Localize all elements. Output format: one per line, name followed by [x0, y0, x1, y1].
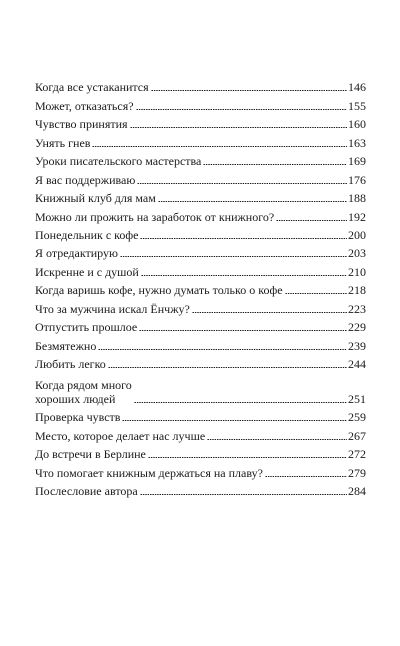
dot-leader: [148, 457, 347, 458]
toc-entry-title: Место, которое делает нас лучше: [35, 428, 206, 443]
toc-entry-title: Отпустить прошлое: [35, 320, 138, 335]
toc-entry-page: 229: [348, 320, 366, 335]
toc-entry: [35, 461, 366, 479]
dot-leader: [141, 275, 347, 276]
toc-entry-title: Можно ли прожить на заработок от книжного?: [35, 209, 275, 224]
toc-entry-page: 239: [348, 338, 366, 353]
dot-leader: [108, 367, 347, 368]
toc-entry: [35, 113, 366, 131]
dot-leader: [134, 402, 347, 403]
toc-entry-title: До встречи в Берлине: [35, 447, 146, 462]
toc-entry: [35, 297, 366, 315]
toc-entry: [35, 316, 366, 334]
toc-entry-title: Когда варишь кофе, нужно думать только о кофе: [35, 283, 283, 298]
toc-entry: [35, 406, 366, 424]
toc-entry: [35, 334, 366, 352]
toc-entry-page: 163: [348, 135, 366, 150]
toc-entry-page: 176: [348, 172, 366, 187]
toc-entry-title: Уроки писательского мастерства: [35, 154, 202, 169]
toc-entry-page: 244: [348, 357, 366, 371]
toc-entry-page: 210: [348, 264, 366, 279]
toc-entry: [35, 443, 366, 461]
toc-entry-page: 160: [348, 117, 366, 132]
toc-entry: [35, 279, 366, 297]
dot-leader: [136, 109, 347, 110]
toc-entry-page: 192: [348, 209, 366, 224]
toc-entry-page: 267: [348, 428, 366, 443]
toc-entry-title: Может, отказаться?: [35, 98, 134, 113]
toc-entry-title: Я вас поддерживаю: [35, 172, 136, 187]
toc-entry: [35, 205, 366, 223]
toc-entry: [35, 480, 366, 498]
toc-entry-page: 284: [348, 484, 366, 499]
dot-leader: [151, 90, 347, 91]
toc-entry-title: Проверка чувств: [35, 410, 121, 425]
toc-entry-title: Что помогает книжным держаться на плаву?: [35, 465, 263, 480]
toc-entry-page: 279: [348, 465, 366, 480]
dot-leader: [207, 439, 347, 440]
toc-entry-page: 188: [348, 191, 366, 206]
dot-leader: [137, 183, 347, 184]
toc-entry: [35, 353, 366, 371]
dot-leader: [140, 238, 347, 239]
toc-entry-page: 200: [348, 227, 366, 242]
toc-entry-title: Книжный клуб для мам: [35, 191, 156, 206]
toc-entry-page: 272: [348, 447, 366, 462]
toc-entry-page: 259: [348, 410, 366, 425]
toc-entry-title: Любить легко: [35, 357, 106, 371]
table-of-contents: [35, 76, 366, 498]
toc-entry-page: 155: [348, 98, 366, 113]
toc-entry-page: 146: [348, 80, 366, 95]
toc-entry-title: Безмятежно: [35, 338, 97, 353]
toc-entry-title: Когда все устаканится: [35, 80, 149, 95]
toc-entry-page: 251: [348, 392, 366, 406]
dot-leader: [130, 127, 347, 128]
toc-entry: [35, 224, 366, 242]
dot-leader: [139, 330, 347, 331]
toc-entry-title: Когда рядом много хороших людей: [35, 378, 132, 406]
dot-leader: [120, 256, 347, 257]
toc-entry-page: 218: [348, 283, 366, 298]
toc-entry: [35, 150, 366, 168]
dot-leader: [203, 164, 347, 165]
dot-leader: [92, 146, 347, 147]
toc-entry: [35, 187, 366, 205]
dot-leader: [265, 476, 347, 477]
toc-entry-title: Понедельник с кофе: [35, 227, 139, 242]
toc-entry-page: 203: [348, 246, 366, 261]
toc-entry-title: Чувство принятия: [35, 117, 128, 132]
toc-entry: [35, 168, 366, 186]
toc-entry: [35, 260, 366, 278]
dot-leader: [98, 349, 347, 350]
dot-leader: [285, 293, 347, 294]
toc-entry-page: 223: [348, 301, 366, 316]
toc-entry: [35, 131, 366, 149]
toc-entry-page: 169: [348, 154, 366, 169]
dot-leader: [158, 201, 347, 202]
toc-entry: [35, 424, 366, 442]
toc-entry-title: Искренне и с душой: [35, 264, 139, 279]
toc-entry-title: Что за мужчина искал Ёнчжу?: [35, 301, 190, 316]
toc-entry: [35, 94, 366, 112]
dot-leader: [140, 494, 347, 495]
dot-leader: [192, 312, 347, 313]
toc-entry: [35, 242, 366, 260]
toc-entry: [35, 76, 366, 94]
toc-entry: [35, 371, 366, 406]
dot-leader: [122, 420, 347, 421]
toc-entry-title: Унять гнев: [35, 135, 91, 150]
dot-leader: [276, 220, 347, 221]
toc-entry-title: Я отредактирую: [35, 246, 118, 261]
toc-entry-title: Послесловие автора: [35, 484, 138, 499]
